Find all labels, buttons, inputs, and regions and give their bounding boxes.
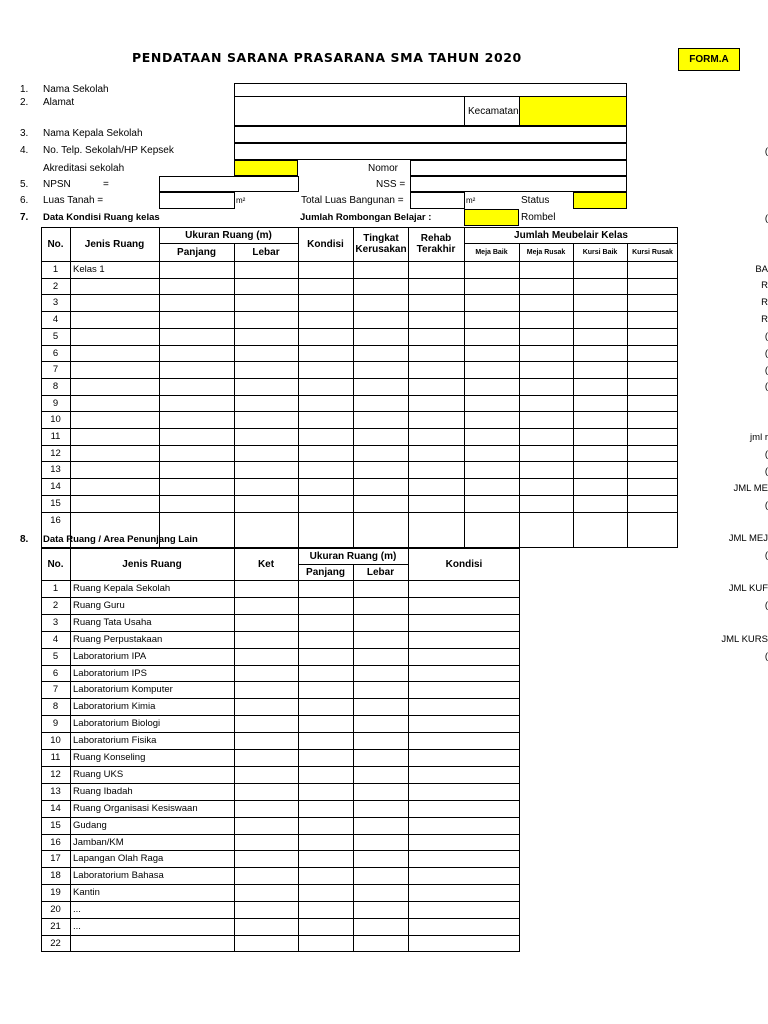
- margin-label: (: [764, 348, 768, 359]
- row-number: 5: [52, 651, 59, 662]
- margin-label: (: [764, 550, 768, 561]
- row-number: 15: [50, 498, 61, 509]
- npsn-field[interactable]: [159, 176, 299, 192]
- luas-tanah-field[interactable]: [159, 192, 235, 209]
- header-kursi-rusak: Kursi Rusak: [632, 249, 673, 256]
- row-number: 16: [50, 515, 61, 526]
- header-ket: Ket: [257, 558, 275, 570]
- row-divider: [41, 901, 520, 902]
- margin-label: JML KUF: [728, 583, 768, 594]
- row-divider: [41, 478, 678, 479]
- row-number: 18: [50, 870, 61, 881]
- header-meja-baik: Meja Baik: [475, 249, 508, 256]
- row-number: 13: [50, 786, 61, 797]
- row-jenis-ruang[interactable]: Lapangan Olah Raga: [73, 853, 164, 864]
- label-nss: NSS =: [376, 179, 406, 190]
- row-number: 9: [52, 398, 59, 409]
- margin-label: BA: [755, 264, 768, 275]
- label-nama-sekolah: Nama Sekolah: [43, 84, 109, 95]
- header-jenis-ruang: Jenis Ruang: [84, 238, 145, 250]
- row-divider: [41, 884, 520, 885]
- header-kursi-baik: Kursi Baik: [582, 249, 618, 256]
- row-divider: [41, 817, 520, 818]
- margin-label: (: [764, 213, 768, 224]
- nama-kepsek-field[interactable]: [234, 126, 627, 143]
- row-divider: [41, 749, 520, 750]
- header-tingkat-kerusakan: Tingkat Kerusakan: [355, 233, 407, 255]
- row-divider: [41, 783, 520, 784]
- section-title-penunjang: Data Ruang / Area Penunjang Lain: [43, 534, 198, 545]
- row-divider: [41, 278, 678, 279]
- row-number: 2: [52, 281, 59, 292]
- row-jenis-ruang[interactable]: ...: [73, 904, 81, 915]
- row-jenis-ruang[interactable]: Ruang Guru: [73, 600, 125, 611]
- label-status: Status: [521, 195, 550, 206]
- telp-field[interactable]: [234, 143, 627, 160]
- row-divider: [41, 631, 520, 632]
- row-divider: [41, 918, 520, 919]
- form-badge: FORM.A: [678, 48, 740, 71]
- unit-m2: m²: [466, 196, 476, 205]
- row-divider: [41, 428, 678, 429]
- row-divider: [41, 614, 520, 615]
- row-divider: [41, 345, 678, 346]
- margin-label: JML ME: [733, 483, 768, 494]
- row-number: 12: [50, 448, 61, 459]
- margin-label: (: [764, 146, 768, 157]
- row-number: 22: [50, 938, 61, 949]
- header-meja-rusak: Meja Rusak: [526, 249, 566, 256]
- row-divider: [41, 715, 520, 716]
- label-luas-tanah: Luas Tanah =: [43, 195, 104, 206]
- row-jenis-ruang[interactable]: Laboratorium Kimia: [73, 701, 156, 712]
- row-number: 21: [50, 921, 61, 932]
- item-number: 3.: [20, 128, 29, 139]
- header-rehab-terakhir: Rehab Terakhir: [416, 233, 456, 255]
- row-number: 9: [52, 718, 59, 729]
- row-jenis-ruang[interactable]: Ruang Perpustakaan: [73, 634, 163, 645]
- row-number: 14: [50, 481, 61, 492]
- row-number: 8: [52, 381, 59, 392]
- row-jenis-ruang[interactable]: Ruang Konseling: [73, 752, 146, 763]
- row-jenis-ruang[interactable]: Laboratorium Komputer: [73, 684, 173, 695]
- margin-label: JML KURS: [721, 634, 768, 645]
- header-lebar: Lebar: [366, 567, 395, 578]
- unit-m2: m²: [236, 196, 246, 205]
- margin-label: R: [761, 314, 768, 325]
- row-number: 19: [50, 887, 61, 898]
- row-number: 10: [50, 414, 61, 425]
- row-number: 4: [52, 634, 59, 645]
- label-jumlah-rombel: Jumlah Rombongan Belajar :: [300, 212, 432, 223]
- row-divider: [41, 800, 520, 801]
- margin-label: JML MEJ: [728, 533, 768, 544]
- header-panjang: Panjang: [177, 247, 216, 258]
- row-jenis-ruang[interactable]: ...: [73, 921, 81, 932]
- margin-label: (: [764, 365, 768, 376]
- row-divider: [41, 648, 520, 649]
- row-divider: [41, 495, 678, 496]
- row-number: 4: [52, 314, 59, 325]
- row-divider: [41, 311, 678, 312]
- rombel-field[interactable]: [464, 209, 519, 226]
- equals-sign: =: [103, 179, 109, 190]
- label-nama-kepsek: Nama Kepala Sekolah: [43, 128, 143, 139]
- row-jenis-ruang[interactable]: Ruang Organisasi Kesiswaan: [73, 803, 198, 814]
- header-ukuran: Ukuran Ruang (m): [185, 229, 272, 241]
- row-jenis-ruang[interactable]: Laboratorium Biologi: [73, 718, 161, 729]
- row-number: 7: [52, 684, 59, 695]
- row-divider: [41, 328, 678, 329]
- margin-label: R: [761, 297, 768, 308]
- row-number: 6: [52, 348, 59, 359]
- row-number: 5: [52, 331, 59, 342]
- row-number: 2: [52, 600, 59, 611]
- header-meubelair: Jumlah Meubelair Kelas: [514, 229, 628, 241]
- row-jenis-ruang[interactable]: Jamban/KM: [73, 837, 124, 848]
- row-divider: [41, 512, 678, 513]
- row-jenis-ruang[interactable]: Laboratorium Bahasa: [73, 870, 164, 881]
- row-jenis-ruang[interactable]: Laboratorium IPA: [73, 651, 147, 662]
- margin-label: (: [764, 449, 768, 460]
- row-divider: [41, 935, 520, 936]
- item-number: 6.: [20, 195, 29, 206]
- margin-label: R: [761, 280, 768, 291]
- nama-sekolah-field[interactable]: [234, 83, 627, 97]
- item-number: 1.: [20, 84, 29, 95]
- row-number: 1: [52, 583, 59, 594]
- label-kecamatan: Kecamatan: [468, 106, 519, 117]
- margin-label: (: [764, 331, 768, 342]
- row-divider: [41, 597, 520, 598]
- margin-label: (: [764, 600, 768, 611]
- label-total-luas: Total Luas Bangunan =: [301, 195, 404, 206]
- row-number: 10: [50, 735, 61, 746]
- header-no: No.: [47, 238, 64, 250]
- label-nomor: Nomor: [368, 163, 399, 174]
- row-number: 3: [52, 617, 59, 628]
- page-title: PENDATAAN SARANA PRASARANA SMA TAHUN 2020: [132, 50, 522, 65]
- row-number: 11: [50, 431, 61, 442]
- row-divider: [41, 665, 520, 666]
- kecamatan-field[interactable]: [519, 96, 627, 126]
- header-jenis-ruang: Jenis Ruang: [122, 558, 182, 570]
- row-jenis-ruang[interactable]: Ruang UKS: [73, 769, 124, 780]
- row-divider: [41, 732, 520, 733]
- row-divider: [41, 361, 678, 362]
- row-divider: [41, 395, 678, 396]
- row-number: 8: [52, 701, 59, 712]
- row-number: 17: [50, 853, 61, 864]
- item-number: 4.: [20, 145, 29, 156]
- row-jenis-ruang[interactable]: Kantin: [73, 887, 100, 898]
- row-jenis-ruang[interactable]: Laboratorium Fisika: [73, 735, 157, 746]
- row-number: 20: [50, 904, 61, 915]
- table-border: [41, 227, 678, 548]
- label-telp: No. Telp. Sekolah/HP Kepsek: [43, 145, 174, 156]
- margin-label: (: [764, 500, 768, 511]
- row-jenis-ruang[interactable]: Laboratorium IPS: [73, 668, 147, 679]
- row-divider: [41, 445, 678, 446]
- margin-label: (: [764, 381, 768, 392]
- row-divider: [41, 378, 678, 379]
- margin-label: (: [764, 466, 768, 477]
- header-ukuran: Ukuran Ruang (m): [309, 550, 397, 562]
- row-divider: [41, 461, 678, 462]
- row-number: 14: [50, 803, 61, 814]
- item-number: 7.: [20, 212, 29, 223]
- header-lebar: Lebar: [252, 247, 280, 258]
- row-jenis-ruang[interactable]: Ruang Ibadah: [73, 786, 133, 797]
- row-number: 7: [52, 364, 59, 375]
- row-divider: [41, 766, 520, 767]
- header-kondisi: Kondisi: [307, 238, 344, 250]
- row-divider: [41, 834, 520, 835]
- row-jenis-ruang[interactable]: Kelas 1: [73, 264, 105, 275]
- header-kondisi: Kondisi: [445, 558, 483, 570]
- row-number: 3: [52, 297, 59, 308]
- row-divider: [41, 850, 520, 851]
- label-npsn: NPSN: [43, 179, 71, 190]
- margin-label: (: [764, 651, 768, 662]
- row-number: 13: [50, 464, 61, 475]
- label-akreditasi: Akreditasi sekolah: [43, 163, 125, 174]
- header-no: No.: [47, 558, 64, 570]
- row-jenis-ruang[interactable]: Gudang: [73, 820, 107, 831]
- row-number: 11: [50, 752, 61, 763]
- margin-label: jml r: [750, 432, 768, 443]
- row-divider: [41, 681, 520, 682]
- nss-field[interactable]: [410, 176, 627, 192]
- item-number: 5.: [20, 179, 29, 190]
- row-number: 1: [52, 264, 59, 275]
- total-luas-field[interactable]: [410, 192, 465, 209]
- row-divider: [41, 411, 678, 412]
- label-alamat: Alamat: [43, 97, 75, 108]
- row-jenis-ruang[interactable]: Ruang Tata Usaha: [73, 617, 152, 628]
- section-title-kondisi-kelas: Data Kondisi Ruang kelas: [43, 212, 160, 223]
- item-number: 8.: [20, 534, 29, 545]
- row-number: 15: [50, 820, 61, 831]
- row-divider: [41, 867, 520, 868]
- row-number: 12: [50, 769, 61, 780]
- akreditasi-field[interactable]: [234, 160, 298, 176]
- row-divider: [41, 294, 678, 295]
- row-jenis-ruang[interactable]: Ruang Kepala Sekolah: [73, 583, 171, 594]
- row-divider: [41, 698, 520, 699]
- label-rombel: Rombel: [521, 212, 556, 223]
- item-number: 2.: [20, 97, 29, 108]
- status-field[interactable]: [573, 192, 627, 209]
- row-number: 16: [50, 837, 61, 848]
- header-panjang: Panjang: [306, 567, 345, 578]
- row-number: 6: [52, 668, 59, 679]
- nomor-field[interactable]: [410, 160, 627, 176]
